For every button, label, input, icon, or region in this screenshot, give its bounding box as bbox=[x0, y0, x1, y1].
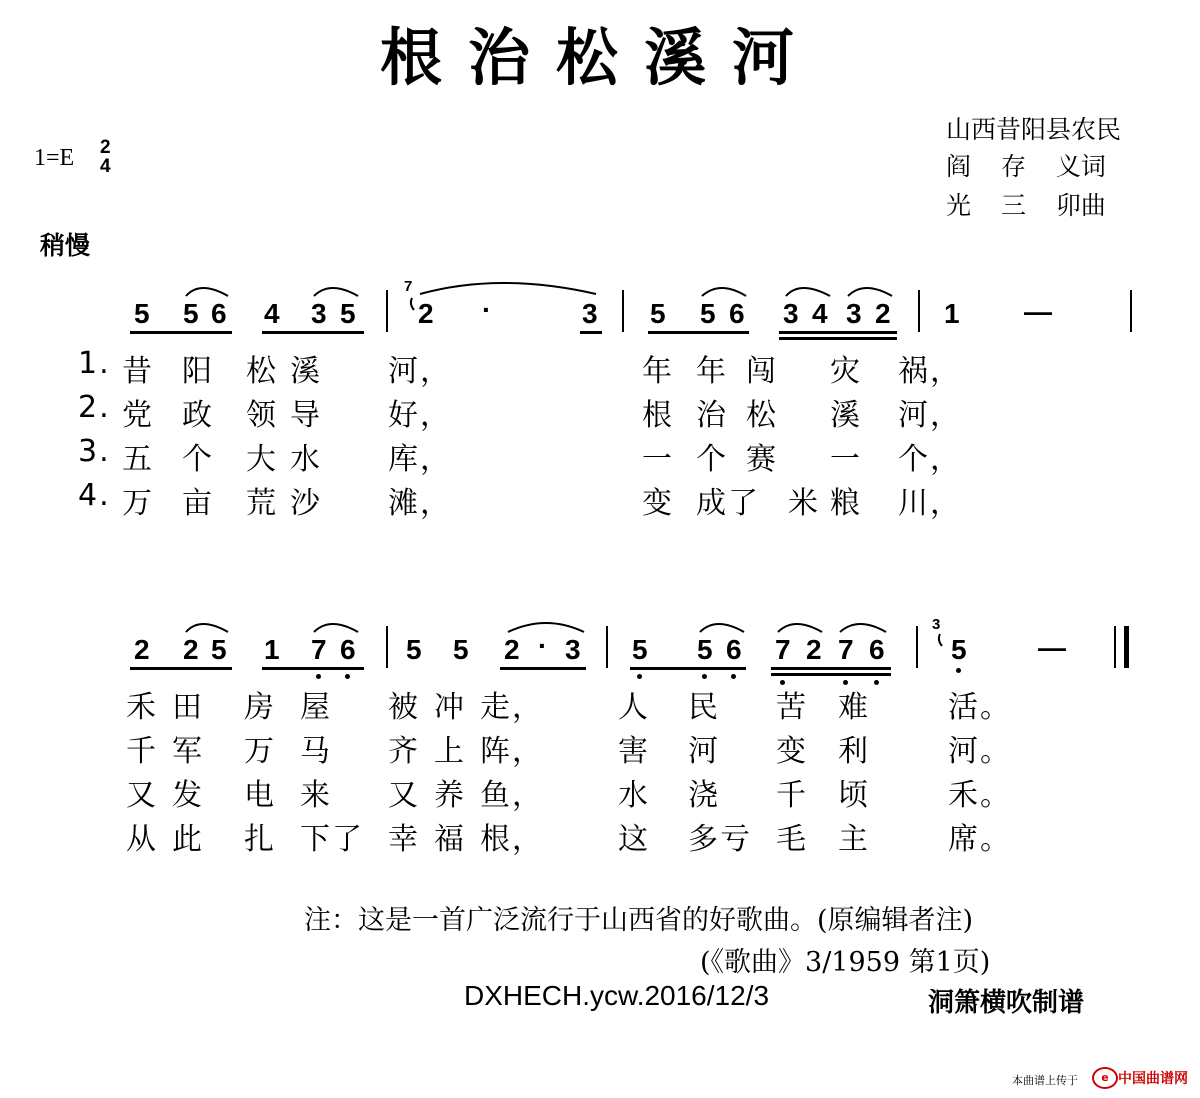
verse-number: 1. bbox=[78, 346, 111, 381]
lyric-syllable: 个 bbox=[696, 442, 728, 477]
lyric-syllable: 变 bbox=[642, 486, 674, 521]
lyric-syllable: 水 bbox=[618, 778, 650, 813]
note: 7 bbox=[775, 634, 791, 665]
lyric-syllable: 冲 bbox=[434, 690, 466, 725]
lyric-syllable: 库， bbox=[388, 442, 452, 477]
tempo-marking: 稍慢 bbox=[40, 231, 91, 260]
lyric-syllable: 沙 bbox=[290, 486, 322, 521]
lyric-syllable: 年 bbox=[642, 354, 674, 389]
dash: — bbox=[1038, 632, 1066, 663]
note: 6 bbox=[729, 298, 745, 329]
lyric-syllable: 川， bbox=[898, 486, 962, 521]
key-signature: 1=E bbox=[34, 145, 75, 171]
lyric-syllable: 根， bbox=[480, 822, 544, 857]
lyric-syllable: 一 bbox=[642, 442, 674, 477]
slur bbox=[314, 624, 358, 632]
lyric-syllable: 从 bbox=[126, 822, 158, 857]
tie bbox=[420, 283, 596, 294]
note: 5 bbox=[700, 298, 716, 329]
lyric-syllable: 荒 bbox=[246, 486, 278, 521]
verse-number: 2. bbox=[78, 390, 111, 425]
note: 3 bbox=[846, 298, 862, 329]
lyric-syllable: 军 bbox=[172, 734, 204, 769]
lyric-syllable: 变 bbox=[776, 734, 808, 769]
note: 5 bbox=[406, 634, 422, 665]
lyric-syllable: 水 bbox=[290, 442, 322, 477]
lyric-syllable: 顷 bbox=[838, 778, 870, 813]
song-title: 根治松溪河 bbox=[379, 21, 820, 94]
note: 4 bbox=[812, 298, 828, 329]
lyric-syllable: 千 bbox=[126, 734, 158, 769]
lyric-syllable: 万 bbox=[244, 734, 276, 769]
lyric-syllable: 河， bbox=[898, 398, 962, 433]
lyric-syllable: 一 bbox=[830, 442, 862, 477]
lyric-syllable: 领 bbox=[246, 398, 278, 433]
note: 2 bbox=[806, 634, 822, 665]
slur bbox=[186, 288, 228, 296]
lyric-syllable: 溪 bbox=[290, 354, 322, 389]
slur bbox=[186, 624, 228, 632]
lyric-syllable: 溪 bbox=[830, 398, 862, 433]
note-dot: · bbox=[538, 630, 548, 661]
lyric-syllable: 下了 bbox=[300, 822, 364, 857]
lyric-syllable: 又 bbox=[126, 778, 158, 813]
note: 3 bbox=[311, 298, 327, 329]
lyric-syllable: 主 bbox=[838, 822, 870, 857]
lyric-syllable: 灾 bbox=[830, 354, 862, 389]
note: 5 bbox=[134, 298, 150, 329]
note: 5 bbox=[697, 634, 713, 665]
lyric-syllable: 田 bbox=[172, 690, 204, 725]
lyric-syllable: 被 bbox=[388, 690, 420, 725]
lyric-syllable: 根 bbox=[642, 398, 674, 433]
note: 5 bbox=[183, 298, 199, 329]
lyric-syllable: 个， bbox=[898, 442, 962, 477]
lyric-syllable: 治 bbox=[696, 398, 728, 433]
site-logo-text: 中国曲谱网 bbox=[1118, 1071, 1188, 1087]
lyric-syllable: 此 bbox=[172, 822, 204, 857]
note: 1 bbox=[944, 298, 960, 329]
lyric-syllable: 鱼， bbox=[480, 778, 544, 813]
dash: — bbox=[1024, 296, 1052, 327]
lyric-syllable: 电 bbox=[244, 778, 276, 813]
lyric-syllable: 赛 bbox=[746, 442, 778, 477]
lyric-syllable: 大 bbox=[246, 442, 278, 477]
lyric-syllable: 人 bbox=[618, 690, 650, 725]
lyric-syllable: 松 bbox=[746, 398, 778, 433]
note: 5 bbox=[632, 634, 648, 665]
maker-url: DXHECH.ycw.2016/12/3 bbox=[464, 980, 770, 1011]
lyric-syllable: 年 bbox=[696, 354, 728, 389]
lyric-syllable: 齐 bbox=[388, 734, 420, 769]
lyric-syllable: 滩， bbox=[388, 486, 452, 521]
lyric-syllable: 扎 bbox=[244, 822, 276, 857]
lyric-syllable: 屋 bbox=[300, 690, 332, 725]
lyric-syllable: 粮 bbox=[830, 486, 862, 521]
note: 2 bbox=[504, 634, 520, 665]
lyric-syllable: 民 bbox=[688, 690, 720, 725]
lyric-syllable: 利 bbox=[838, 734, 870, 769]
lyric-syllable: 活。 bbox=[948, 690, 1012, 725]
note: 7 bbox=[838, 634, 854, 665]
lyric-syllable: 个 bbox=[182, 442, 214, 477]
lyric-syllable: 禾 bbox=[126, 690, 158, 725]
slur bbox=[314, 288, 358, 296]
note: 1 bbox=[264, 634, 280, 665]
lyric-syllable: 河。 bbox=[948, 734, 1012, 769]
verse-number: 3. bbox=[78, 434, 111, 469]
lyric-syllable: 马 bbox=[300, 734, 332, 769]
upload-note: 本曲谱上传于 bbox=[1012, 1074, 1078, 1087]
site-logo-icon: e bbox=[1092, 1067, 1118, 1089]
lyric-syllable: 阳 bbox=[182, 354, 214, 389]
credit-lyricist: 阎 存 义词 bbox=[946, 152, 1106, 181]
slur bbox=[700, 624, 744, 632]
footnote: 注：这是一首广泛流行于山西省的好歌曲。(原编辑者注) bbox=[304, 905, 974, 936]
note: 3 bbox=[582, 298, 598, 329]
credit-origin: 山西昔阳县农民 bbox=[946, 115, 1122, 144]
maker-name: 洞箫横吹制谱 bbox=[928, 988, 1085, 1018]
note: 7 bbox=[311, 634, 327, 665]
lyric-syllable: 难 bbox=[838, 690, 870, 725]
lyric-syllable: 米 bbox=[788, 486, 820, 521]
lyric-syllable: 五 bbox=[122, 442, 154, 477]
lyric-syllable: 河 bbox=[688, 734, 720, 769]
note: 5 bbox=[340, 298, 356, 329]
grace-hook bbox=[411, 298, 414, 310]
source-citation: (《歌曲》3/1959 第1页) bbox=[700, 947, 991, 978]
lyric-syllable: 阵， bbox=[480, 734, 544, 769]
lyric-syllable: 党 bbox=[122, 398, 154, 433]
lyric-syllable: 成了 bbox=[696, 486, 760, 521]
time-signature-bottom: 4 bbox=[100, 156, 111, 177]
lyric-syllable: 发 bbox=[172, 778, 204, 813]
note: 2 bbox=[875, 298, 891, 329]
grace-note: 7 bbox=[404, 278, 413, 295]
lyric-syllable: 万 bbox=[122, 486, 154, 521]
lyric-syllable: 好， bbox=[388, 398, 452, 433]
lyric-syllable: 走， bbox=[480, 690, 544, 725]
note-dot: · bbox=[482, 294, 492, 325]
slur bbox=[848, 288, 892, 296]
slur bbox=[702, 288, 746, 296]
grace-hook bbox=[939, 634, 942, 646]
lyric-syllable: 亩 bbox=[182, 486, 214, 521]
lyric-syllable: 房 bbox=[244, 690, 276, 725]
note: 3 bbox=[565, 634, 581, 665]
lyric-syllable: 多 bbox=[688, 822, 720, 857]
lyric-syllable: 昔 bbox=[122, 354, 154, 389]
grace-note: 3 bbox=[932, 616, 941, 633]
note: 5 bbox=[951, 634, 967, 665]
lyric-syllable: 福 bbox=[434, 822, 466, 857]
note: 3 bbox=[783, 298, 799, 329]
note: 2 bbox=[418, 298, 434, 329]
slur bbox=[840, 624, 886, 632]
verse-number: 4. bbox=[78, 478, 111, 513]
lyric-syllable: 害 bbox=[618, 734, 650, 769]
lyric-syllable: 这 bbox=[618, 822, 650, 857]
lyric-syllable: 养 bbox=[434, 778, 466, 813]
lyric-syllable: 浇 bbox=[688, 778, 720, 813]
lyric-syllable: 席。 bbox=[948, 822, 1012, 857]
note: 6 bbox=[340, 634, 356, 665]
lyric-syllable: 亏 bbox=[720, 822, 752, 857]
lyric-syllable: 闯 bbox=[746, 354, 778, 389]
lyric-syllable: 来 bbox=[300, 778, 332, 813]
note: 6 bbox=[869, 634, 885, 665]
lyric-syllable: 千 bbox=[776, 778, 808, 813]
slur bbox=[786, 288, 830, 296]
slur bbox=[778, 624, 822, 632]
note: 6 bbox=[211, 298, 227, 329]
lyric-syllable: 导 bbox=[290, 398, 322, 433]
note: 2 bbox=[134, 634, 150, 665]
lyric-syllable: 祸， bbox=[898, 354, 962, 389]
lyric-syllable: 苦 bbox=[776, 690, 808, 725]
credit-composer: 光 三 卯曲 bbox=[946, 191, 1106, 220]
lyric-syllable: 幸 bbox=[388, 822, 420, 857]
note: 5 bbox=[211, 634, 227, 665]
time-signature-top: 2 bbox=[100, 137, 111, 158]
lyric-syllable: 河， bbox=[388, 354, 452, 389]
note: 4 bbox=[264, 298, 280, 329]
lyric-syllable: 禾。 bbox=[948, 778, 1012, 813]
lyric-syllable: 上 bbox=[434, 734, 466, 769]
lyric-syllable: 松 bbox=[246, 354, 278, 389]
slur bbox=[508, 623, 584, 632]
note: 5 bbox=[453, 634, 469, 665]
lyric-syllable: 政 bbox=[182, 398, 214, 433]
lyric-syllable: 毛 bbox=[776, 822, 808, 857]
note: 2 bbox=[183, 634, 199, 665]
note: 5 bbox=[650, 298, 666, 329]
lyric-syllable: 又 bbox=[388, 778, 420, 813]
note: 6 bbox=[726, 634, 742, 665]
